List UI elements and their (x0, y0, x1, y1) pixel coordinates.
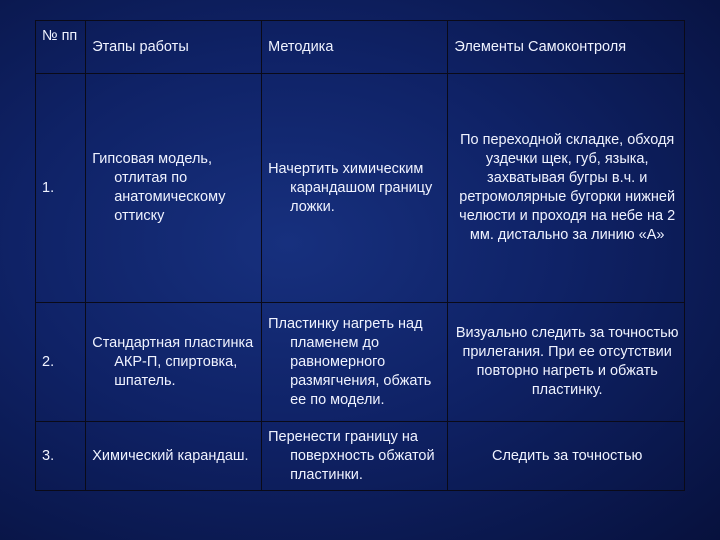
row-stage: Химический карандаш. (86, 422, 262, 491)
table-row (36, 422, 685, 491)
header-self-control: Элементы Самоконтроля (448, 21, 685, 74)
row-number: 1. (36, 74, 86, 303)
row-method: Перенести границу на поверхность обжатой пластинки. (262, 422, 448, 491)
header-stages: Этапы работы (86, 21, 262, 74)
table-row (36, 303, 685, 422)
header-method: Методика (262, 21, 448, 74)
row-control: Следить за точностью (448, 422, 685, 491)
row-stage: Стандартная пластинка АКР-П, спиртовка, шпатель. (86, 303, 262, 422)
row-method: Начертить химическим карандашом границу ложки. (262, 74, 448, 303)
row-number: 3. (36, 422, 86, 491)
header-number: № пп (36, 21, 86, 74)
work-stages-table (35, 20, 685, 491)
row-control: По переходной складке, обходя уздечки щек, губ, языка, захватывая бугры в.ч. и ретромолярные бугорки нижней челюсти и проходя на небе на 2 мм. дистально за линию «А» (448, 74, 685, 303)
table-header-row (36, 21, 685, 74)
row-stage: Гипсовая модель, отлитая по анатомическому оттиску (86, 74, 262, 303)
row-control: Визуально следить за точностью прилегания. При ее отсутствии повторно нагреть и обжать пластинку. (448, 303, 685, 422)
row-number: 2. (36, 303, 86, 422)
row-method: Пластинку нагреть над пламенем до равномерного размягчения, обжать ее по модели. (262, 303, 448, 422)
table-row (36, 74, 685, 303)
